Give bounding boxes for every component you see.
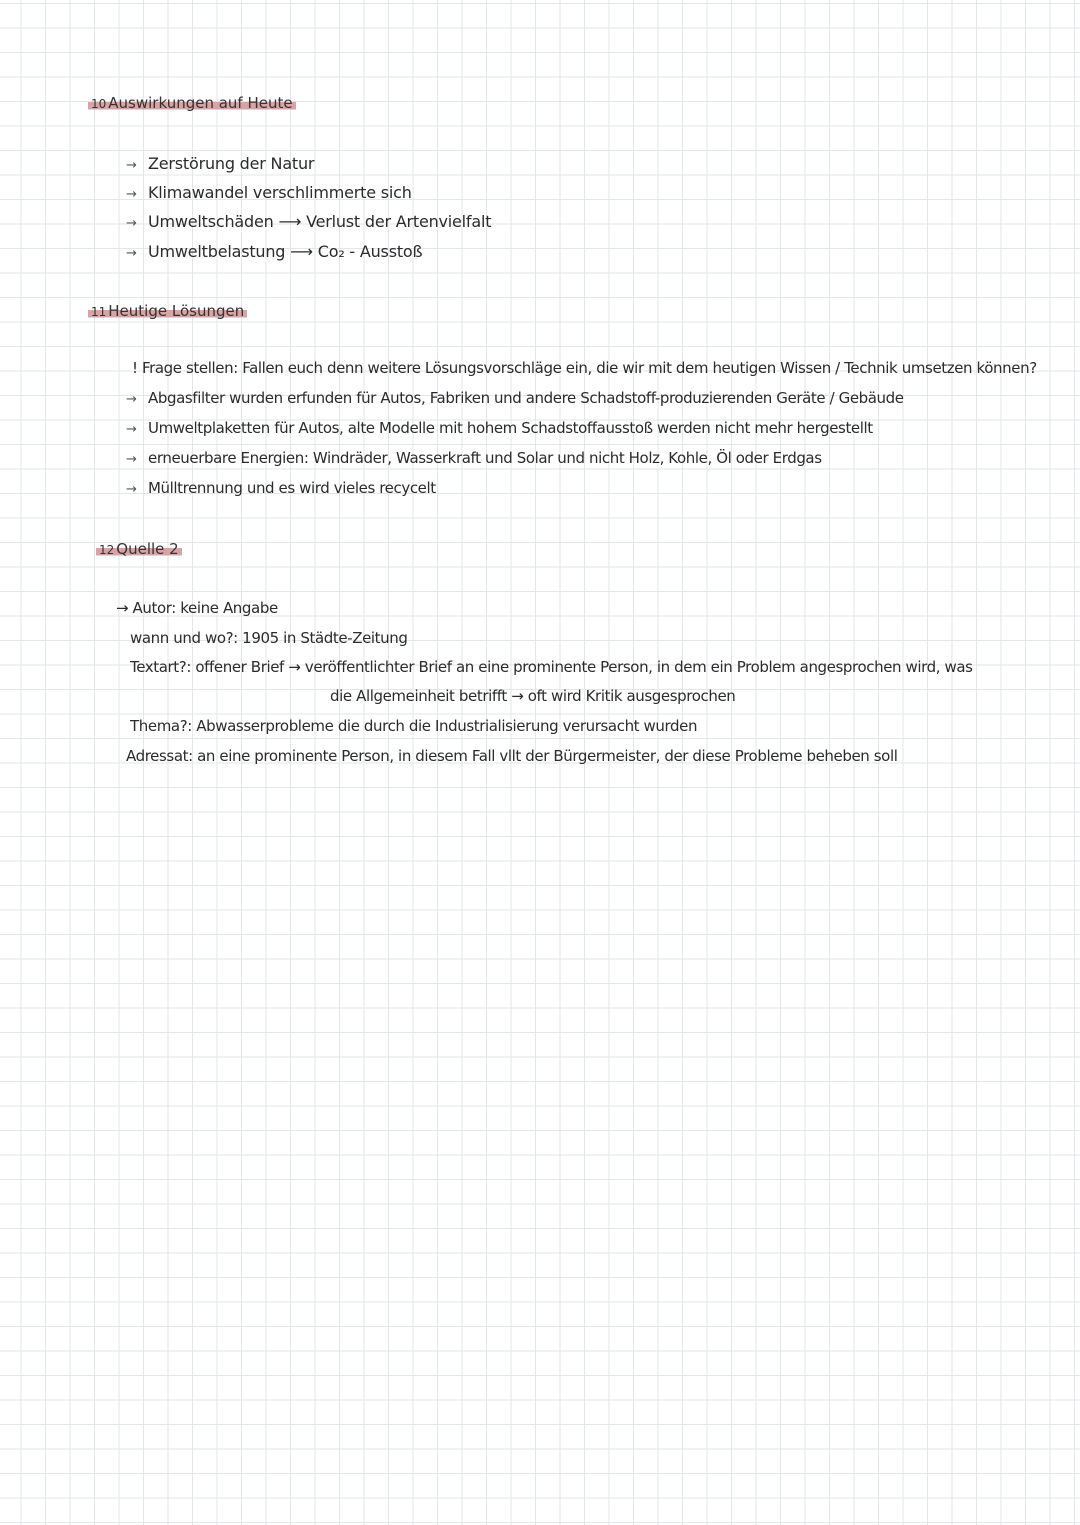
arrow-right-icon: → (126, 482, 137, 497)
question-text: ! Frage stellen: Fallen euch denn weitere Lösungsvorschläge ein, die wir mit dem heutigen Wissen / Technik umsetzen können? (132, 359, 1037, 377)
list-item: → Zerstörung der Natur (126, 154, 314, 176)
list-item: → Klimawandel verschlimmerte sich (126, 183, 412, 205)
arrow-right-icon: → (126, 246, 137, 261)
adressat-line: Adressat: an eine prominente Person, in diesem Fall vllt der Bürgermeister, der diese Probleme beheben soll (126, 747, 898, 765)
list-item: → Umweltplaketten für Autos, alte Modelle mit hohem Schadstoffausstoß werden nicht mehr hergestellt (126, 418, 873, 440)
textart-line: Textart?: offener Brief → veröffentlichter Brief an eine prominente Person, in dem ein Problem angesprochen wird, was (130, 658, 973, 676)
arrow-right-icon: → (126, 187, 137, 202)
textart-continuation: die Allgemeinheit betrifft → oft wird Kritik ausgesprochen (330, 687, 736, 705)
list-item: → erneuerbare Energien: Windräder, Wasserkraft und Solar und nicht Holz, Kohle, Öl oder Erdgas (126, 448, 822, 470)
when-where-line: wann und wo?: 1905 in Städte-Zeitung (130, 629, 408, 647)
arrow-right-icon: → (126, 216, 137, 231)
arrow-right-icon: → (126, 422, 137, 437)
list-item: → Umweltbelastung ⟶ Co₂ - Ausstoß (126, 242, 422, 264)
arrow-right-icon: → (126, 392, 137, 407)
list-item: → Abgasfilter wurden erfunden für Autos, Fabriken und andere Schadstoff-produzierenden Geräte / Gebäude (126, 388, 904, 410)
section-10-heading: 10 Auswirkungen auf Heute (88, 94, 296, 113)
section-11-heading: 11 Heutige Lösungen (88, 302, 247, 321)
section-12-heading: 12 Quelle 2 (96, 540, 182, 559)
arrow-right-icon: → (126, 452, 137, 467)
author-line: → Autor: keine Angabe (116, 599, 278, 617)
thema-line: Thema?: Abwasserprobleme die durch die Industrialisierung verursacht wurden (130, 717, 698, 735)
list-item: → Umweltschäden ⟶ Verlust der Artenvielfalt (126, 212, 491, 234)
arrow-right-icon: → (126, 158, 137, 173)
list-item: → Mülltrennung und es wird vieles recycelt (126, 478, 436, 500)
